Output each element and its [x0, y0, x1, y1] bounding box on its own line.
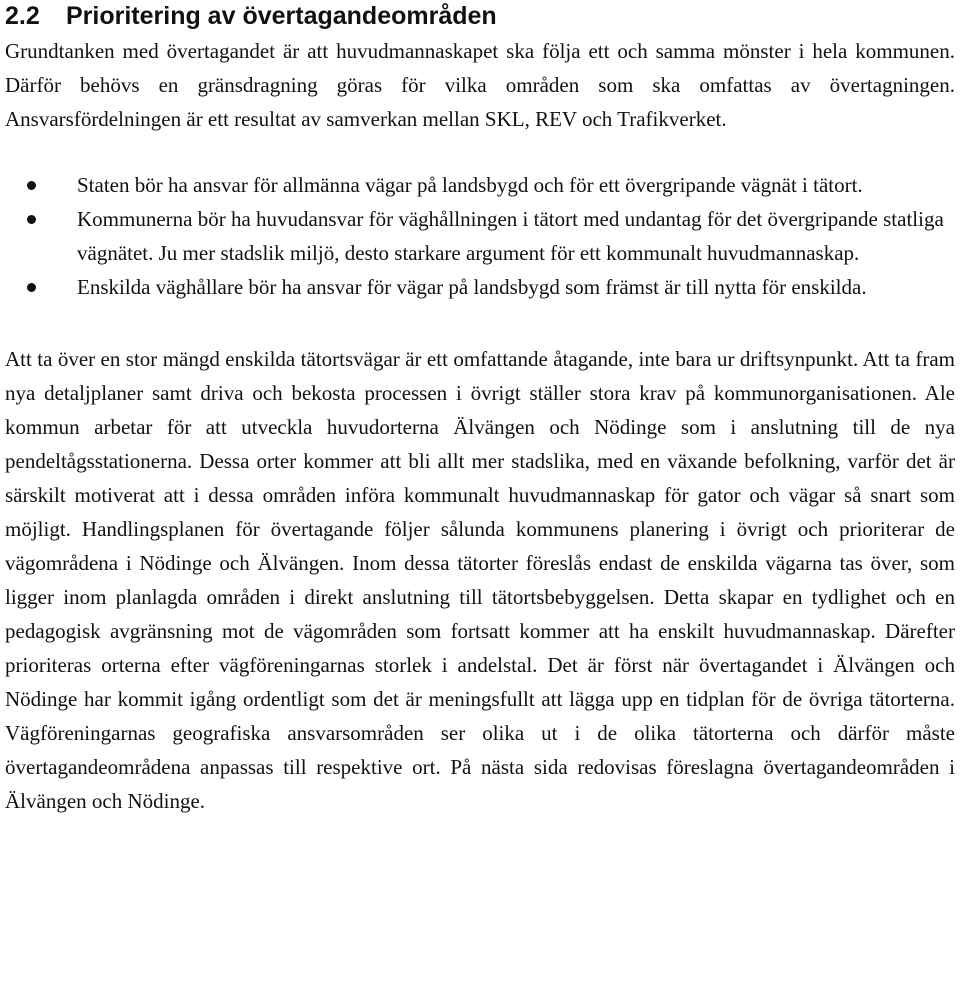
bullet-text: Staten bör ha ansvar för allmänna vägar på landsbygd och för ett övergripande vägnät i tätort. — [77, 173, 863, 197]
bullet-list — [5, 168, 955, 304]
bullet-item-private — [5, 270, 955, 304]
bullet-icon — [27, 181, 36, 190]
main-paragraph: Att ta över en stor mängd enskilda tätortsvägar är ett omfattande åtagande, inte bara ur driftsynpunkt. Att ta fram nya detaljplaner samt driva och bekosta processen i övrigt ställer stora krav på kommunorganisationen. Ale kommun arbetar för att utveckla huvudorterna Älvängen och Nödinge som i anslutning till de nya pendeltågsstationerna. Dessa orter kommer att bli allt mer stadslika, med en växande befolkning, varför det är särskilt motiverat att i dessa områden införa kommunalt huvudmannaskap för gator och vägar så snart som möjligt. Handlingsplanen för övertagande följer sålunda kommunens planering i övrigt och prioriterar de vägområdena i Nödinge och Älvängen. Inom dessa tätorter föreslås endast de enskilda vägarna tas över, som ligger inom planlagda områden i direkt anslutning till tätortsbebyggelsen. Detta skapar en tydlighet och en pedagogisk avgränsning mot de vägområden som fortsatt kommer att ha enskilt huvudmannaskap. Därefter prioriteras orterna efter vägföreningarnas storlek i andelstal. Det är först när övertagandet i Älvängen och Nödinge har kommit igång ordentligt som det är meningsfullt att lägga upp en tidplan för de övriga tätorterna. Vägföreningarnas geografiska ansvarsområden ser olika ut i de olika tätorterna och därför måste övertagandeområdena anpassas till respektive ort. På nästa sida redovisas föreslagna övertagandeområden i Älvängen och Nödinge. — [5, 347, 955, 813]
bullet-text: Kommunerna bör ha huvudansvar för väghållningen i tätort med undantag för det övergripande statliga vägnätet. Ju mer stadslik miljö, desto starkare argument för ett kommunalt huvudmannaskap. — [77, 207, 944, 265]
section-number: 2.2 — [5, 2, 40, 30]
intro-paragraph: Grundtanken med övertagandet är att huvudmannaskapet ska följa ett och samma mönster i hela kommunen. Därför behövs en gränsdragning göras för vilka områden som ska omfattas av övertagningen. Ansvarsfördelningen är ett resultat av samverkan mellan SKL, REV och Trafikverket. — [5, 39, 955, 131]
bullet-item-municipality — [5, 202, 955, 270]
bullet-text: Enskilda väghållare bör ha ansvar för vägar på landsbygd som främst är till nytta för enskilda. — [77, 275, 867, 299]
document-page — [5, 0, 955, 818]
bullet-icon — [27, 283, 36, 292]
bullet-item-state — [5, 168, 955, 202]
section-title: Prioritering av övertagandeområden — [66, 2, 497, 30]
bullet-icon — [27, 215, 36, 224]
section-heading — [5, 0, 955, 34]
